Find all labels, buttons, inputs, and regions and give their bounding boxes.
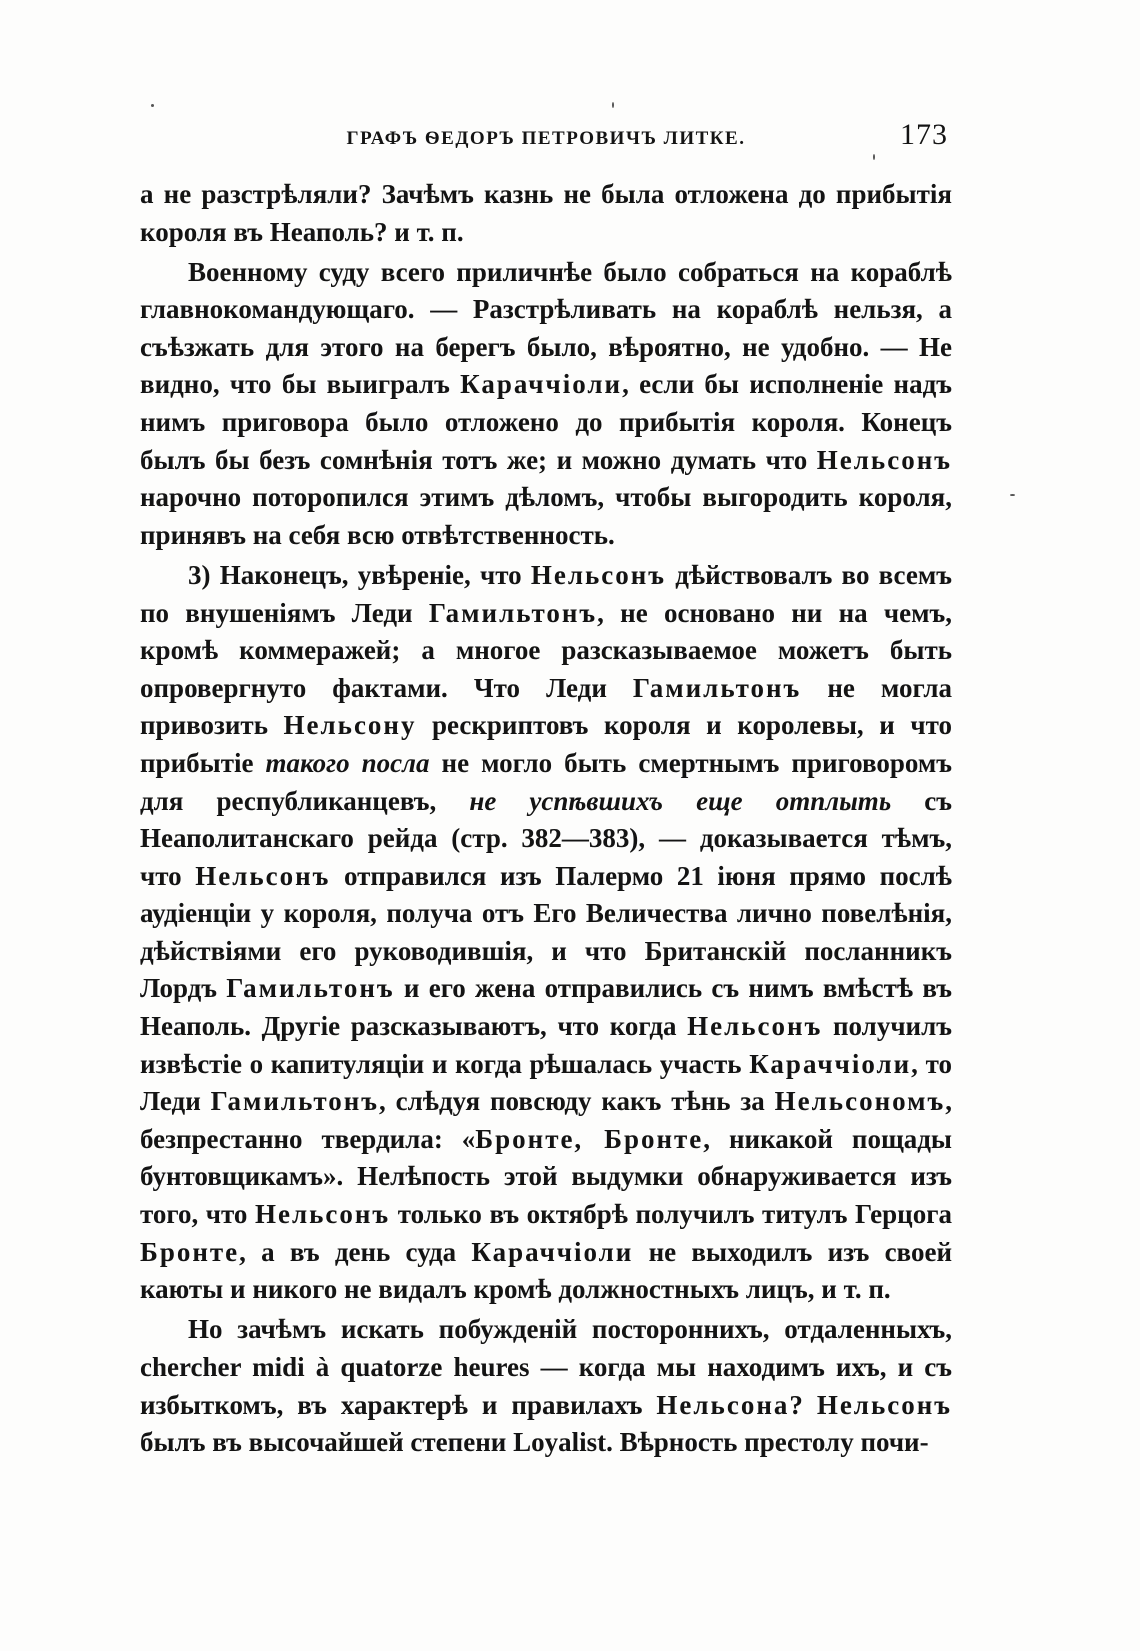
text-run: получилъ извѣстіе о капитуляціи и когда рѣшалась участь — [140, 1011, 953, 1079]
text-run: нарочно поторопился этимъ дѣломъ, чтобы выгородить короля, принявъ на себя всю отвѣтственность. — [140, 482, 952, 550]
scan-speck — [873, 154, 875, 160]
text-run: ? — [789, 1389, 817, 1420]
spaced-name: Нельсонъ — [530, 559, 667, 590]
spaced-name: Нельсонъ — [687, 1011, 823, 1042]
text-run: , если бы исполненіе надъ нимъ приговора было отложено до прибытія короля. Конецъ былъ бы безъ сомнѣнія тотъ же; и можно думать что — [140, 369, 952, 475]
scan-speck — [612, 102, 614, 108]
italic-phrase: такого посла — [265, 747, 430, 778]
text-run: не могло быть смертнымъ приговоромъ для республиканцевъ, — [140, 747, 952, 816]
paragraph — [140, 1311, 952, 1461]
spaced-name: Бронте — [140, 1236, 240, 1267]
spaced-name: Гамильтонъ — [210, 1086, 380, 1117]
spaced-name: Гамильтонъ — [428, 597, 598, 628]
text-run: не могла привозить — [140, 672, 952, 741]
scan-speck — [1010, 494, 1015, 496]
text-run: Военному суду всего приличнѣе было собраться на кораблѣ главнокомандующаго. — Разстрѣливать на кораблѣ нельзя, а съѣзжать для этого на берегъ было, вѣроятно, не удобно. — Не видно, что бы выигралъ — [140, 256, 952, 400]
text-run: , никакой пощады бунтовщикамъ». Нелѣпость этой выдумки обнаруживается изъ того, что — [140, 1123, 953, 1230]
spaced-name: Бронте, Бронте — [475, 1123, 704, 1154]
scan-speck — [151, 104, 154, 107]
spaced-name: Караччіоли — [471, 1236, 634, 1267]
text-run: и его жена отправились съ нимъ вмѣстѣ въ Неаполь. Другіе разсказываютъ, что когда — [140, 973, 952, 1042]
paragraph — [140, 254, 952, 555]
italic-phrase: не успѣвшихъ еще отплыть — [469, 785, 892, 816]
text-run: Но зачѣмъ искать побужденій постороннихъ, отдаленныхъ, chercher midi à quatorze heures — когда мы находимъ ихъ, и съ избыткомъ, въ характерѣ и правилахъ — [140, 1314, 952, 1420]
spaced-name: Гамильтонъ — [632, 672, 802, 703]
text-run: рескриптовъ короля и королевы, и что прибытіе — [140, 710, 952, 778]
spaced-name: Караччіоли — [749, 1048, 912, 1079]
spaced-name: Нельсону — [283, 710, 417, 741]
text-run: только въ октябрѣ получилъ титулъ Герцога — [390, 1199, 952, 1230]
body-text — [140, 176, 952, 1464]
text-run: съ Неаполитанскаго рейда (стр. 382—383), — доказывается тѣмъ, что — [140, 785, 952, 891]
text-run: 3) Наконецъ, увѣреніе, что — [188, 559, 531, 590]
spaced-name: Нельсонъ — [816, 444, 952, 475]
page-number: 173 — [900, 118, 948, 151]
running-header — [140, 118, 952, 170]
text-run: не выходилъ изъ своей каюты и никого не видалъ кромѣ должностныхъ лицъ, и т. п. — [140, 1236, 952, 1305]
paragraph — [140, 557, 952, 1309]
text-run: , безпрестанно твердила: « — [140, 1086, 952, 1154]
spaced-name: Нельсона — [656, 1389, 790, 1420]
spaced-name: Нельсонъ — [816, 1389, 953, 1420]
text-run: , то Леди — [140, 1048, 952, 1117]
text-run: дѣйствовалъ во всемъ по внушеніямъ Леди — [140, 559, 952, 628]
spaced-name: Нельсонъ — [254, 1199, 391, 1230]
book-page — [140, 118, 952, 1618]
text-run: , а въ день суда — [239, 1236, 472, 1267]
spaced-name: Нельсонъ — [195, 860, 331, 891]
paragraph — [140, 176, 952, 251]
text-run: а не разстрѣляли? Зачѣмъ казнь не была отложена до прибытія короля въ Неаполь? и т. п. — [140, 179, 952, 247]
spaced-name: Караччіоли — [460, 369, 623, 400]
running-title: ГРАФЪ ѲЕДОРЪ ПЕТРОВИЧЪ ЛИТКЕ. — [346, 128, 746, 149]
text-run: , не основано ни на чемъ, кромѣ коммеражей; а многое разсказываемое можетъ быть опровергнуто фактами. Что Леди — [140, 597, 953, 703]
text-run: былъ въ высочайшей степени Loyalist. Вѣрность престолу почи- — [140, 1427, 929, 1458]
spaced-name: Гамильтонъ — [226, 973, 395, 1004]
text-run: , слѣдуя повсюду какъ тѣнь за — [379, 1086, 775, 1117]
spaced-name: Нельсономъ — [774, 1086, 946, 1117]
text-run: отправился изъ Палермо 21 іюня прямо послѣ аудіенціи у короля, получа отъ Его Величества лично повелѣнія, дѣйствіями его руководившія, и что Британскій посланникъ Лордъ — [140, 860, 952, 1004]
